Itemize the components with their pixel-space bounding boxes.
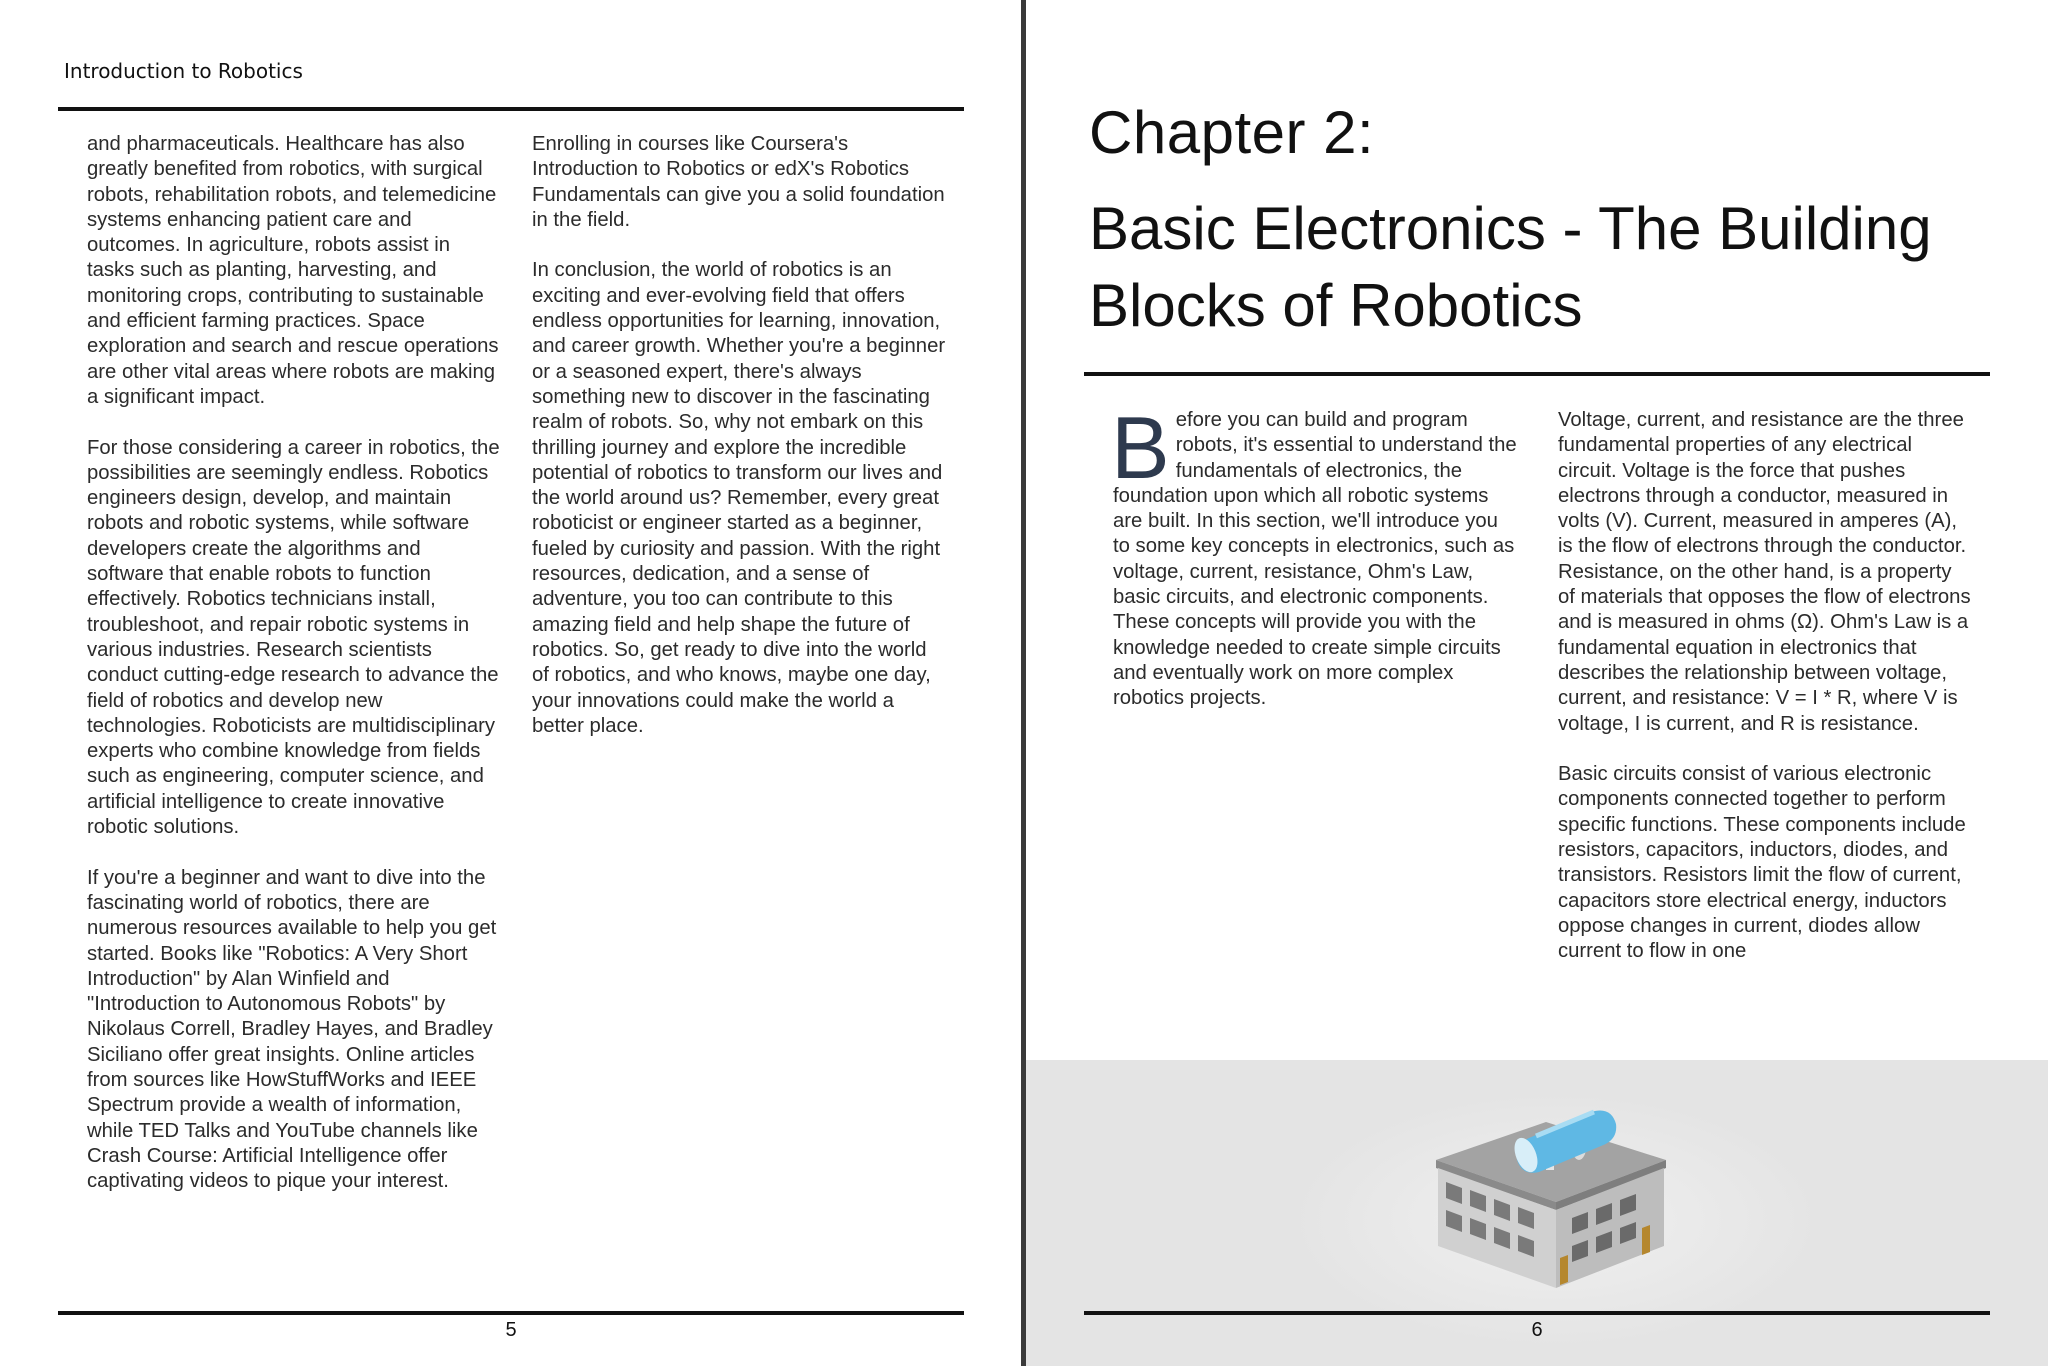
paragraph: Basic circuits consist of various electronic components connected together to perform specific functions. These components include resistors, capacitors, inductors, diodes, and transistors. Resistors limit the flow of current, capacitors store electrical energy, inductors oppose changes in current, diodes allow current to flow in one xyxy=(1558,763,1966,963)
door-icon xyxy=(1560,1255,1568,1285)
chapter-label: Chapter 2: xyxy=(1089,99,1375,166)
header-rule xyxy=(58,107,964,111)
paragraph: Voltage, current, and resistance are the three fundamental properties of any electrical circuit. Voltage is the force that pushes electrons through a conductor, measured in volts (V). Current, measured in amperes (A), is the flow of electrons through the conductor. Resistance, on the other hand, is a property of materials that opposes the flow of electrons and is measured in ohms (Ω). Ohm's Law is a fundamental equation in electronics that describes the relationship between voltage, current, and resistance: V = I * R, where V is voltage, I is current, and R is resistance. xyxy=(1558,409,1971,735)
paragraph xyxy=(1111,398,1518,712)
door-icon xyxy=(1642,1225,1650,1255)
right-page xyxy=(1026,0,2048,1366)
right-column-2 xyxy=(1558,408,1973,990)
paragraph: If you're a beginner and want to dive into the fascinating world of robotics, there are numerous resources available to help you get started. Books like "Robotics: A Very Short Introduction" by Alan Winfield and "Introduction to Autonomous Robots" by Nikolaus Correll, Bradley Hayes, and Bradley Siciliano offer great insights. Online articles from sources like HowStuffWorks and IEEE Spectrum provide a wealth of information, while TED Talks and YouTube channels like Crash Course: Artificial Intelligence offer captivating videos to pique your interest. xyxy=(87,866,497,1193)
paragraph: and pharmaceuticals. Healthcare has also greatly benefited from robotics, with surgical robots, rehabilitation robots, and telemedicine systems enhancing patient care and outcomes. In agriculture, robots assist in tasks such as planting, harvesting, and monitoring crops, contributing to sustainable and efficient farming practices. Space exploration and search and rescue operations are other vital areas where robots are making a significant impact. xyxy=(87,133,499,408)
left-column-2 xyxy=(532,132,947,764)
left-page xyxy=(0,0,1022,1366)
paragraph-text: efore you can build and program robots, it's essential to understand the fundamentals of electronics, the foundation upon which all robotic systems are built. In this section, we'll introduce you to some key concepts in electronics, such as voltage, current, resistance, Ohm's Law, basic circuits, and electronic components. These concepts will provide you with the knowledge needed to create simple circuits and eventually work on more complex robotics projects. xyxy=(1113,409,1517,710)
page-number: 5 xyxy=(505,1319,517,1341)
running-head: Introduction to Robotics xyxy=(64,59,303,83)
footer-rule xyxy=(58,1311,964,1315)
left-column-1 xyxy=(87,132,502,1220)
right-column-1 xyxy=(1111,398,1518,737)
chapter-rule xyxy=(1084,372,1990,376)
drop-cap: B xyxy=(1111,398,1170,497)
paragraph: In conclusion, the world of robotics is an exciting and ever-evolving field that offers endless opportunities for learning, innovation, and career growth. Whether you're a beginner or a seasoned expert, there's always something new to discover in the fascinating realm of robots. So, why not embark on this thrilling journey and explore the incredible potential of robotics to transform our lives and the world around us? Remember, every great roboticist or engineer started as a beginner, fueled by curiosity and passion. With the right resources, dedication, and a sense of adventure, you too can contribute to this amazing field and help shape the future of robotics. So, get ready to dive into the world of robotics, and who knows, maybe one day, your innovations could make the world a better place. xyxy=(532,259,946,737)
chapter-title: Basic Electronics - The Building Blocks of Robotics xyxy=(1089,195,1932,339)
paragraph: For those considering a career in robotics, the possibilities are seemingly endless. Robotics engineers design, develop, and maintain robots and robotic systems, while software developers create the algorithms and software that enable robots to function effectively. Robotics technicians install, troubleshoot, and repair robotic systems in various industries. Research scientists conduct cutting-edge research to advance the field of robotics and develop new technologies. Roboticists are multidisciplinary experts who combine knowledge from fields such as engineering, computer science, and artificial intelligence to create innovative robotic solutions. xyxy=(87,436,500,839)
paragraph: Enrolling in courses like Coursera's Introduction to Robotics or edX's Robotics Fundamentals can give you a solid foundation in the field. xyxy=(532,133,945,231)
footer-rule xyxy=(1084,1311,1990,1315)
page-number: 6 xyxy=(1531,1319,1543,1341)
